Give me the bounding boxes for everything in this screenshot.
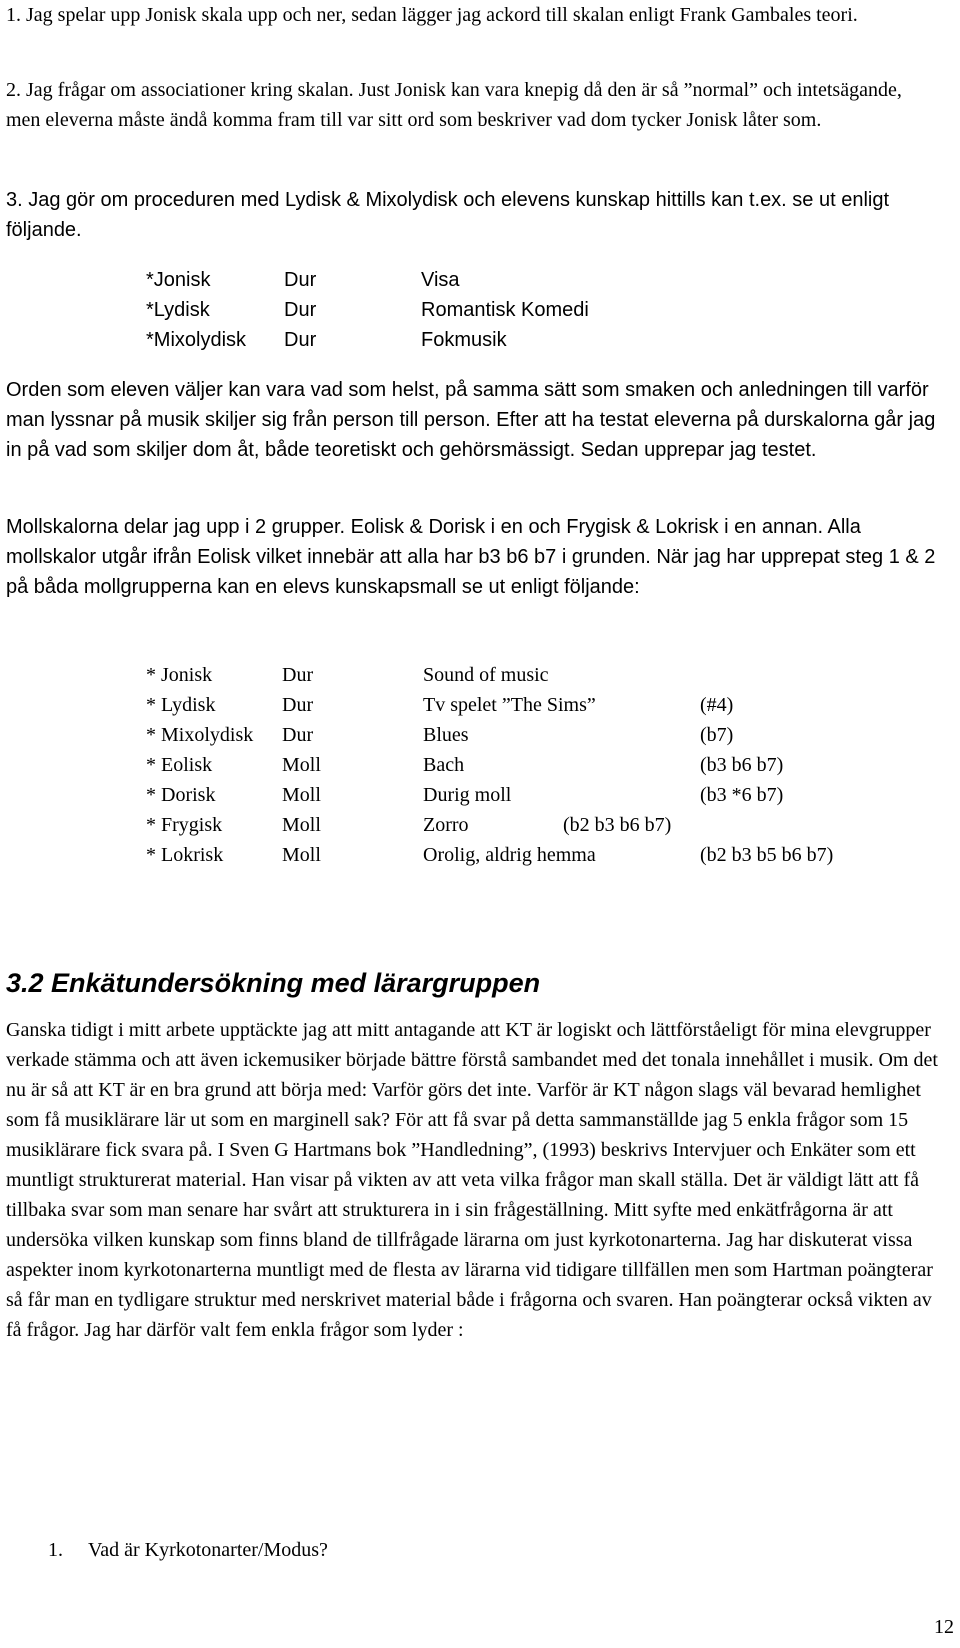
page-number: 12 (934, 1616, 954, 1638)
kind-cell: Dur (284, 269, 317, 291)
notes-cell: (#4) (700, 694, 734, 716)
kind-cell: Dur (284, 299, 317, 321)
section-body-paragraph: Ganska tidigt i mitt arbete upptäckte jag att mitt antagande att KT är logiskt och lättförståeligt för mina elevgrupper verkade stämma och att även ickemusiker började bättre förstå sambandet med det tonala innehållet i musik. Om det nu är så att KT är en bra grund att börja med: Varför görs det inte. Varför är KT någon slags väl bevarad hemlighet som få musiklärare lär ut som en marginell sak? För att få svar på detta sammanställde jag 5 enkla frågor som 15 musiklärare fick svara på. I Sven G Hartmans bok ”Handledning”, (1993) beskrivs Intervjuer och Enkäter som ett muntligt strukturerat material. Han visar på vikten av att veta vilka frågor man skall ställa. Det är väldigt lätt att få tillbaka svar som man senare har svårt att strukturera in i sin frågeställning. Mitt syfte med enkätfrågorna är att undersöka vilken kunskap som finns bland de tillfrågade lärarna om just kyrkotonarterna. Jag har diskuterat vissa aspekter inom kyrkotonarterna muntligt med de flesta av lärarna vid tidigare tillfällen men som Hartman poängterar så får man en tydligare struktur med nerskrivet material både i frågorna och svaren. Han poängterar också vikten av få frågor. Jag har därför valt fem enkla frågor som lyder : (6, 1019, 938, 1341)
step-1-paragraph: 1. Jag spelar upp Jonisk skala upp och ner, sedan lägger jag ackord till skalan enligt Frank Gambales teori. (6, 4, 858, 26)
mode-cell: * Lydisk (146, 694, 216, 716)
kind-cell: Moll (282, 844, 321, 866)
association-cell: Orolig, aldrig hemma (423, 844, 596, 866)
minor-groups-paragraph: Mollskalorna delar jag upp i 2 grupper. Eolisk & Dorisk i en och Frygisk & Lokrisk i en annan. Alla mollskalor utgår ifrån Eolisk vilket innebär att alla har b3 b6 b7 i grunden. När jag har upprepat steg 1 & 2 på båda mollgrupperna kan en elevs kunskapsmall se ut enligt följande: (6, 516, 936, 598)
mode-cell: *Lydisk (146, 299, 210, 321)
association-cell: Blues (423, 724, 469, 746)
association-cell: Tv spelet ”The Sims” (423, 694, 596, 716)
notes-cell: (b2 b3 b6 b7) (563, 814, 672, 836)
mode-cell: * Lokrisk (146, 844, 224, 866)
mode-cell: * Jonisk (146, 664, 213, 686)
mode-cell: * Eolisk (146, 754, 213, 776)
kind-cell: Dur (282, 724, 314, 746)
mode-cell: * Dorisk (146, 784, 216, 806)
mode-cell: * Frygisk (146, 814, 223, 836)
association-cell: Sound of music (423, 664, 549, 686)
mode-cell: * Mixolydisk (146, 724, 254, 746)
association-cell: Durig moll (423, 784, 512, 806)
list-item-text: Vad är Kyrkotonarter/Modus? (88, 1539, 328, 1561)
association-cell: Bach (423, 754, 465, 776)
association-cell: Visa (421, 269, 460, 291)
section-heading: 3.2 Enkätundersökning med lärargruppen (6, 968, 541, 998)
association-cell: Zorro (423, 814, 469, 836)
association-cell: Romantisk Komedi (421, 299, 589, 321)
association-cell: Fokmusik (421, 329, 507, 351)
notes-cell: (b3 *6 b7) (700, 784, 784, 806)
step-2-paragraph: 2. Jag frågar om associationer kring skalan. Just Jonisk kan vara knepig då den är så ”normal” och intetsägande, men eleverna måste ändå komma fram till var sitt ord som beskriver vad dom tycker Jonisk låter som. (6, 79, 902, 131)
kind-cell: Moll (282, 814, 321, 836)
list-item-number: 1. (48, 1539, 63, 1561)
mode-cell: *Mixolydisk (146, 329, 247, 351)
list-item (48, 1535, 328, 1565)
explanation-paragraph: Orden som eleven väljer kan vara vad som helst, på samma sätt som smaken och anledningen till varför man lyssnar på musik skiljer sig från person till person. Efter att ha testat eleverna på durskalorna går jag in på vad som skiljer dom åt, både teoretiskt och gehörsmässigt. Sedan upprepar jag testet. (6, 379, 936, 461)
kind-cell: Dur (282, 664, 314, 686)
kind-cell: Moll (282, 754, 321, 776)
step-3-paragraph: 3. Jag gör om proceduren med Lydisk & Mixolydisk och elevens kunskap hittills kan t.ex. se ut enligt följande. (6, 189, 890, 241)
notes-cell: (b7) (700, 724, 734, 746)
mode-cell: *Jonisk (146, 269, 211, 291)
kind-cell: Dur (284, 329, 317, 351)
kind-cell: Dur (282, 694, 314, 716)
kind-cell: Moll (282, 784, 321, 806)
notes-cell: (b3 b6 b7) (700, 754, 784, 776)
notes-cell: (b2 b3 b5 b6 b7) (700, 844, 834, 866)
